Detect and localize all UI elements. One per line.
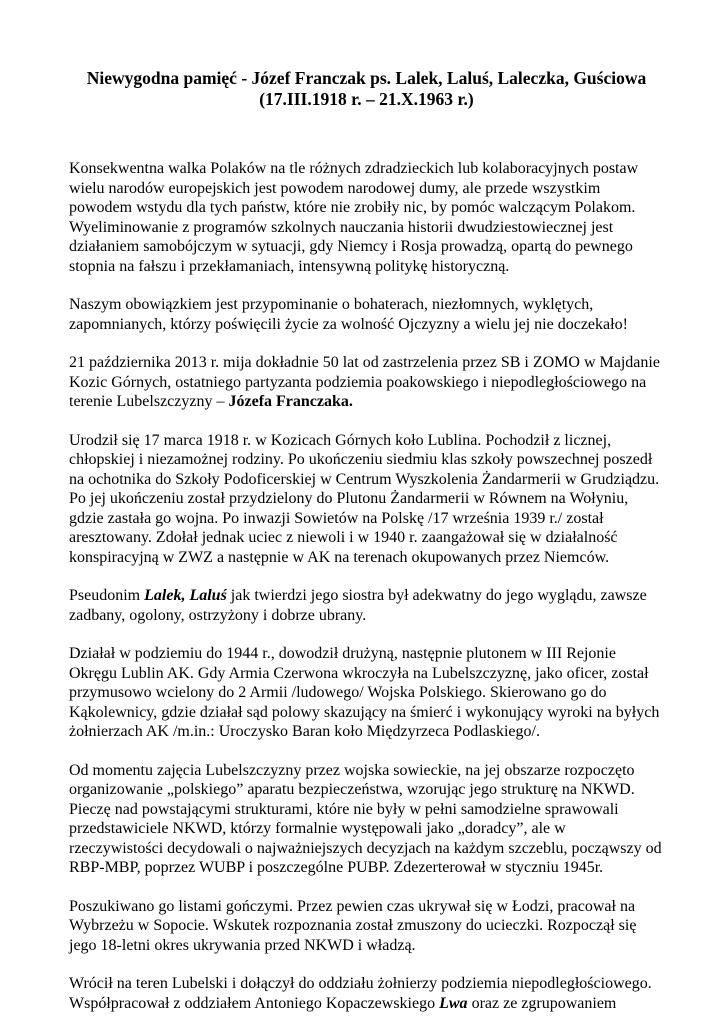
text-line: żołnierzach AK /m.in.: Uroczysko Baran koło Międzyrzeca Podlaskiego/. bbox=[69, 723, 540, 740]
bold-name: Józefa Franczaka. bbox=[228, 393, 353, 410]
paragraph-5 bbox=[69, 586, 664, 625]
text-fragment: oraz ze zgrupowaniem bbox=[467, 994, 617, 1012]
text-line: Kozic Górnych, ostatniego partyzanta podziemia poakowskiego i niepodległościowego na bbox=[69, 373, 647, 391]
text-line: organizowanie „polskiego” aparatu bezpieczeństwa, wzorując jego strukturę na NKWD. bbox=[69, 781, 635, 798]
paragraph-9 bbox=[69, 974, 664, 1013]
text-fragment: jak twierdzi jego siostra był adekwatny do jego wyglądu, zawsze bbox=[226, 587, 647, 604]
text-line: Okręgu Lublin AK. Gdy Armia Czerwona wkroczyła na Lubelszczyznę, jako oficer, został bbox=[69, 664, 649, 682]
text-line: rzeczywistości decydowali o najważniejszych decyzjach na każdym szczeblu, począwszy od bbox=[69, 839, 662, 857]
text-line: wielu narodów europejskich jest powodem narodowej dumy, ale przede wszystkim bbox=[69, 179, 601, 197]
text-fragment: terenie Lubelszczyzny – bbox=[69, 393, 229, 410]
text-fragment: Współpracował z oddziałem Antoniego Kopaczewskiego bbox=[69, 994, 440, 1012]
bold-italic-pseudonym: Lalek, Laluś bbox=[144, 587, 227, 604]
text-line: Wrócił na teren Lubelski i dołączył do oddziału żołnierzy podziemia niepodległościowego. bbox=[69, 975, 652, 992]
paragraph-8 bbox=[69, 897, 664, 956]
text-line: zadbany, ogolony, ostrzyżony i dobrze ubrany. bbox=[69, 606, 367, 624]
text-line: przedstawiciele NKWD, którzy formalnie występowali jako „doradcy”, ale w bbox=[69, 820, 566, 837]
text-line: Wyeliminowanie z programów szkolnych nauczania historii dwudziestowiecznej jest bbox=[69, 218, 614, 236]
text-line: zapomnianych, którzy poświęcili życie za wolność Ojczyzny a wielu jej nie doczekało! bbox=[69, 315, 628, 333]
text-fragment: Pseudonim bbox=[69, 587, 145, 604]
text-line: Wybrzeżu w Sopocie. Wskutek rozpoznania został zmuszony do ucieczki. Rozpoczął się bbox=[69, 917, 637, 934]
text-line: stopnia na fałszu i przekłamaniach, intensywną politykę historyczną. bbox=[69, 257, 510, 275]
text-line: Działał w podziemiu do 1944 r., dowodził drużyną, następnie plutonem w III Rejonie bbox=[69, 645, 616, 662]
text-line: Konsekwentna walka Polaków na tle różnych zdradzieckich lub kolaboracyjnych postaw bbox=[69, 160, 639, 177]
text-line: chłopskiej i niezamożnej rodziny. Po ukończeniu siedmiu klas szkoły powszechnej poszedł bbox=[69, 451, 653, 468]
text-line: Kąkolewnicy, gdzie działał sąd polowy skazujący na śmierć i wykonujący wyroki na byłych bbox=[69, 703, 660, 721]
text-line: RBP-MBP, poprzez WUBP i poszczególne PUBP. Zdezerterował w styczniu 1945r. bbox=[69, 859, 604, 876]
text-line: 21 października 2013 r. mija dokładnie 50 lat od zastrzelenia przez SB i ZOMO w Majdanie bbox=[69, 354, 660, 371]
paragraph-4 bbox=[69, 431, 664, 568]
text-line: na ochotnika do Szkoły Podoficerskiej w Centrum Wyszkolenia Żandarmerii w Grudziądzu. bbox=[69, 470, 660, 488]
text-line: konspiracyjną w ZWZ a następnie w AK na terenach okupowanych przez Niemców. bbox=[69, 548, 610, 566]
text-line: Pieczę nad powstającymi strukturami, które nie były w pełni samodzielne sprawowali bbox=[69, 800, 619, 818]
title-line: Niewygodna pamięć - Józef Franczak ps. Lalek, Laluś, Laleczka, Guściowa bbox=[86, 68, 647, 88]
paragraph-3 bbox=[69, 353, 664, 412]
text-line: powodem wstydu dla tych państw, które nie zrobiły nic, by pomóc walczącym Polakom. bbox=[69, 199, 636, 216]
paragraph-1 bbox=[69, 159, 664, 276]
paragraph-7 bbox=[69, 761, 664, 878]
text-line bbox=[69, 392, 664, 412]
text-line: Od momentu zajęcia Lubelszczyzny przez wojska sowieckie, na jej obszarze rozpoczęto bbox=[69, 761, 635, 779]
title-dates: (17.III.1918 r. – 21.X.1963 r.) bbox=[259, 89, 474, 109]
paragraph-2 bbox=[69, 295, 664, 334]
bold-italic-pseudonym: Lwa bbox=[439, 994, 468, 1012]
text-line bbox=[69, 994, 664, 1014]
text-line: gdzie zastała go wojna. Po inwazji Sowietów na Polskę /17 września 1939 r./ został bbox=[69, 509, 604, 527]
text-line: Naszym obowiązkiem jest przypominanie o bohaterach, niezłomnych, wyklętych, bbox=[69, 296, 594, 313]
paragraph-6 bbox=[69, 644, 664, 742]
text-line: Urodził się 17 marca 1918 r. w Kozicach Górnych koło Lublina. Pochodził z licznej, bbox=[69, 431, 612, 449]
text-line bbox=[69, 586, 664, 606]
page-title bbox=[69, 68, 664, 110]
text-line: działaniem samobójczym w sytuacji, gdy Niemcy i Rosja prowadzą, opartą do pewnego bbox=[69, 238, 633, 255]
text-line: aresztowany. Zdołał jednak uciec z niewoli i w 1940 r. zaangażował się w działalność bbox=[69, 529, 618, 546]
text-line: Po jej ukończeniu został przydzielony do Plutonu Żandarmerii w Równem na Wołyniu, bbox=[69, 490, 629, 507]
text-line: przymusowo wcielony do 2 Armii /ludowego/ Wojska Polskiego. Skierowano go do bbox=[69, 684, 607, 701]
text-line: Poszukiwano go listami gończymi. Przez pewien czas ukrywał się w Łodzi, pracował na bbox=[69, 897, 636, 915]
text-line: jego 18-letni okres ukrywania przed NKWD i władzą. bbox=[69, 936, 416, 954]
